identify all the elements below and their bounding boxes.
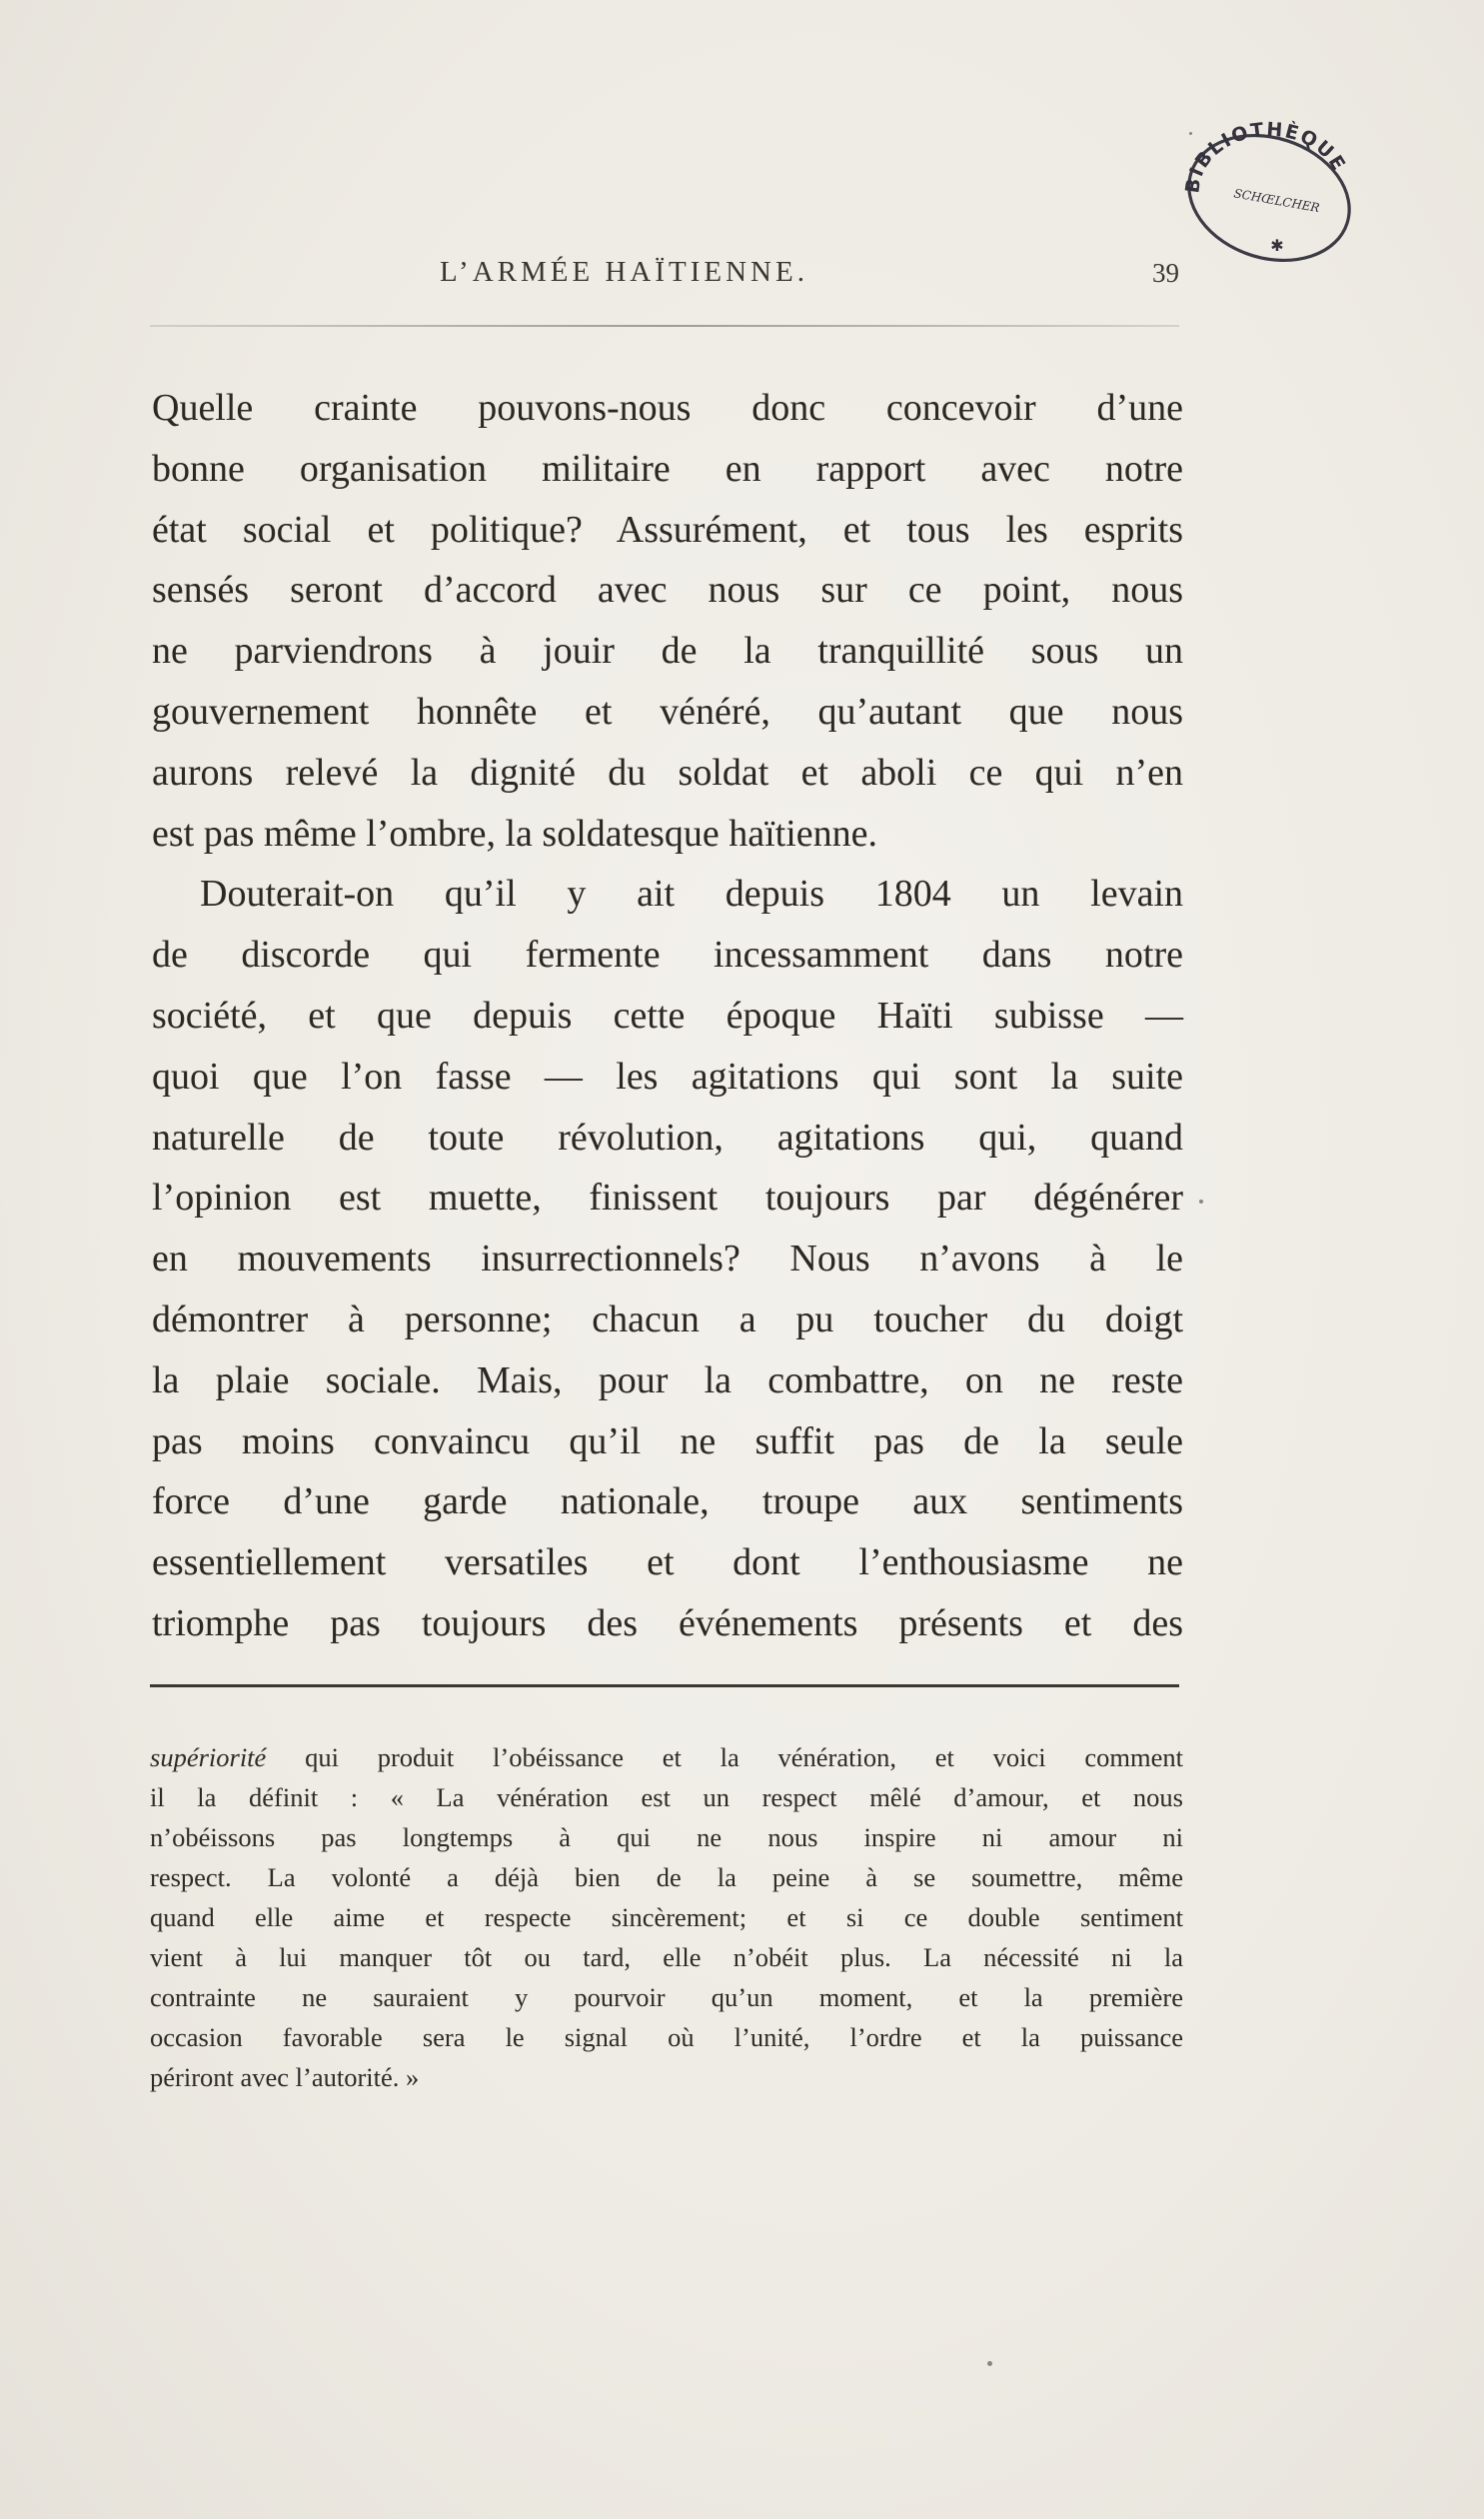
text-line: de discorde qui fermente incessamment dans notre [152, 934, 1183, 977]
footnote-line: il la définit : « La vénération est un respect mêlé d’amour, et nous [150, 1782, 1183, 1812]
text-line: ne parviendrons à jouir de la tranquillité sous un [152, 630, 1183, 673]
paper-speck [1189, 132, 1192, 135]
footnote-rule [150, 1684, 1179, 1687]
running-header [150, 256, 1179, 296]
footnote-line: quand elle aime et respecte sincèrement; et si ce double sentiment [150, 1902, 1183, 1932]
footnote-italic-word: supériorité [150, 1742, 267, 1772]
text-line: état social et politique? Assurément, et tous les esprits [152, 508, 1183, 551]
text-line: aurons relevé la dignité du soldat et aboli ce qui n’en [152, 751, 1183, 794]
footnote-first-line-rest: qui produit l’obéissance et la vénération, et voici comment [266, 1742, 1183, 1772]
text-line: société, et que depuis cette époque Haïti subisse — [152, 994, 1183, 1037]
footnote-line: vient à lui manquer tôt ou tard, elle n’obéit plus. La nécessité ni la [150, 1942, 1183, 1972]
text-line: l’opinion est muette, finissent toujours par dégénérer [152, 1177, 1183, 1220]
text-line: gouvernement honnête et vénéré, qu’autant que nous [152, 690, 1183, 733]
text-line: la plaie sociale. Mais, pour la combattre, on ne reste [152, 1358, 1183, 1401]
text-line: est pas même l’ombre, la soldatesque haïtienne. [152, 812, 877, 855]
text-line: force d’une garde nationale, troupe aux sentiments [152, 1480, 1183, 1523]
stamp-outer-text: BIBLIOTHÈQUE [1181, 118, 1351, 195]
text-line: quoi que l’on fasse — les agitations qui sont la suite [152, 1055, 1183, 1098]
text-line: bonne organisation militaire en rapport avec notre [152, 447, 1183, 490]
text-line: essentiellement versatiles et dont l’enthousiasme ne [152, 1541, 1183, 1584]
text-line: Quelle crainte pouvons-nous donc concevoir d’une [152, 387, 1183, 429]
stamp-star-icon: ✱ [1270, 236, 1284, 255]
text-line: Douterait-on qu’il y ait depuis 1804 un levain [200, 873, 1183, 916]
text-line: triomphe pas toujours des événements présents et des [152, 1601, 1183, 1644]
page-number: 39 [1152, 258, 1179, 288]
text-line: pas moins convaincu qu’il ne suffit pas de la seule [152, 1419, 1183, 1462]
stamp-inner-text: SCHŒLCHER [1232, 186, 1321, 216]
text-line: sensés seront d’accord avec nous sur ce point, nous [152, 569, 1183, 612]
footnote-line [150, 1737, 1183, 1777]
library-stamp [1171, 118, 1363, 268]
footnote-line: n’obéissons pas longtemps à qui ne nous inspire ni amour ni [150, 1822, 1183, 1852]
footnote-line: contrainte ne sauraient y pourvoir qu’un moment, et la première [150, 1982, 1183, 2012]
svg-text:BIBLIOTHÈQUE [1181, 118, 1350, 194]
running-title: L’ARMÉE HAÏTIENNE. [440, 256, 808, 288]
paper-speck [1199, 1200, 1203, 1204]
paper-speck [987, 2361, 992, 2366]
footnote [150, 1737, 1183, 2097]
footnote-line: respect. La volonté a déjà bien de la peine à se soumettre, même [150, 1862, 1183, 1892]
main-text [152, 378, 1183, 1654]
text-line: en mouvements insurrectionnels? Nous n’avons à le [152, 1238, 1183, 1280]
footnote-line: périront avec l’autorité. » [150, 2062, 420, 2092]
text-line: démontrer à personne; chacun a pu toucher du doigt [152, 1297, 1183, 1340]
header-rule [150, 325, 1179, 327]
footnote-line: occasion favorable sera le signal où l’unité, l’ordre et la puissance [150, 2022, 1183, 2052]
text-line: naturelle de toute révolution, agitations qui, quand [152, 1116, 1183, 1159]
